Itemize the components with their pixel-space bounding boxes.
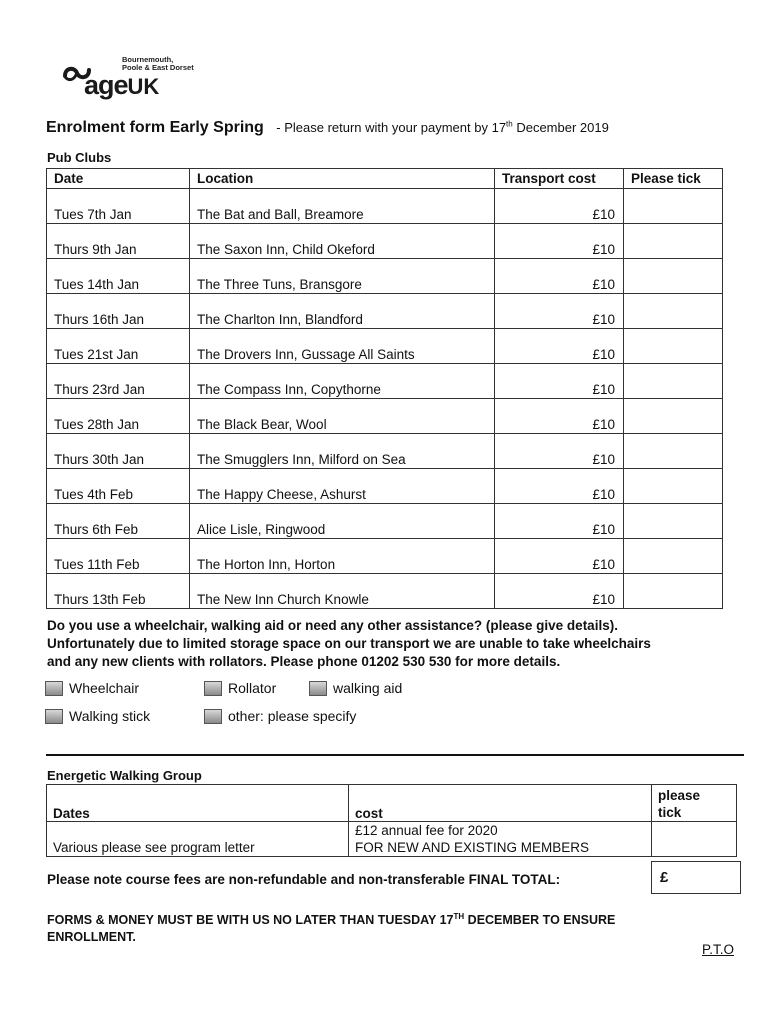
deadline-notice: FORMS & MONEY MUST BE WITH US NO LATER THAN TUESDAY 17TH DECEMBER TO ENSURE ENROLLMENT. bbox=[47, 912, 616, 945]
transport-cost-cell: £10 bbox=[495, 539, 624, 574]
date-cell: Thurs 23rd Jan bbox=[47, 364, 190, 399]
date-cell: Thurs 13th Feb bbox=[47, 574, 190, 609]
date-cell: Tues 4th Feb bbox=[47, 469, 190, 504]
other-label: other: please specify bbox=[228, 708, 357, 724]
rollator-option[interactable] bbox=[204, 680, 276, 696]
column-header-please-tick: Please tick bbox=[624, 169, 723, 189]
date-cell: Thurs 30th Jan bbox=[47, 434, 190, 469]
rollator-checkbox[interactable] bbox=[204, 681, 222, 696]
table-header-row bbox=[47, 169, 723, 189]
column-header-dates: Dates bbox=[47, 785, 349, 822]
wheelchair-label: Wheelchair bbox=[69, 680, 140, 696]
table-row bbox=[47, 259, 723, 294]
tick-cell[interactable] bbox=[624, 329, 723, 364]
tick-cell[interactable] bbox=[624, 224, 723, 259]
tick-cell[interactable] bbox=[624, 189, 723, 224]
date-cell: Tues 21st Jan bbox=[47, 329, 190, 364]
tick-cell[interactable] bbox=[624, 399, 723, 434]
logo-brand: ageUK bbox=[84, 70, 160, 100]
table-row bbox=[47, 399, 723, 434]
table-row bbox=[47, 822, 737, 857]
pub-clubs-heading: Pub Clubs bbox=[47, 150, 112, 165]
walking-group-table bbox=[46, 784, 737, 857]
logo-org-name: Bournemouth, Poole & East Dorset bbox=[122, 55, 194, 72]
column-header-cost: cost bbox=[349, 785, 652, 822]
form-title: Enrolment form Early Spring bbox=[46, 119, 264, 136]
date-cell: Thurs 16th Jan bbox=[47, 294, 190, 329]
table-row bbox=[47, 329, 723, 364]
transport-cost-cell: £10 bbox=[495, 434, 624, 469]
form-subtitle: - Please return with your payment by 17th December 2019 bbox=[276, 119, 609, 135]
location-cell: The Three Tuns, Bransgore bbox=[190, 259, 495, 294]
wheelchair-checkbox[interactable] bbox=[45, 681, 63, 696]
transport-cost-cell: £10 bbox=[495, 399, 624, 434]
transport-cost-cell: £10 bbox=[495, 469, 624, 504]
walking-aid-label: walking aid bbox=[333, 680, 403, 696]
other-checkbox[interactable] bbox=[204, 709, 222, 724]
transport-cost-cell: £10 bbox=[495, 259, 624, 294]
walking-stick-option[interactable] bbox=[45, 708, 150, 724]
table-row bbox=[47, 189, 723, 224]
transport-cost-cell: £10 bbox=[495, 224, 624, 259]
walking-stick-checkbox[interactable] bbox=[45, 709, 63, 724]
date-cell: Tues 28th Jan bbox=[47, 399, 190, 434]
column-header-please-tick: please tick bbox=[652, 785, 737, 822]
walking-dates-cell: Various please see program letter bbox=[47, 822, 349, 857]
final-total-label: Please note course fees are non-refundable and non-transferable FINAL TOTAL: bbox=[47, 872, 561, 887]
tick-cell[interactable] bbox=[624, 259, 723, 294]
transport-cost-cell: £10 bbox=[495, 329, 624, 364]
walking-aid-option[interactable] bbox=[309, 680, 402, 696]
age-uk-logo bbox=[62, 52, 212, 100]
location-cell: Alice Lisle, Ringwood bbox=[190, 504, 495, 539]
tick-cell[interactable] bbox=[624, 294, 723, 329]
please-turn-over: P.T.O bbox=[702, 942, 735, 957]
location-cell: The New Inn Church Knowle bbox=[190, 574, 495, 609]
assistance-question bbox=[47, 617, 747, 671]
transport-cost-cell: £10 bbox=[495, 574, 624, 609]
location-cell: The Black Bear, Wool bbox=[190, 399, 495, 434]
location-cell: The Saxon Inn, Child Okeford bbox=[190, 224, 495, 259]
pub-clubs-table bbox=[46, 168, 723, 609]
transport-cost-cell: £10 bbox=[495, 364, 624, 399]
location-cell: The Drovers Inn, Gussage All Saints bbox=[190, 329, 495, 364]
currency-symbol: £ bbox=[660, 869, 669, 886]
table-row bbox=[47, 504, 723, 539]
table-row bbox=[47, 224, 723, 259]
section-divider bbox=[46, 754, 744, 756]
assistance-line-3: and any new clients with rollators. Please phone 01202 530 530 for more details. bbox=[47, 654, 561, 669]
location-cell: The Charlton Inn, Blandford bbox=[190, 294, 495, 329]
table-header-row bbox=[47, 785, 737, 822]
tick-cell[interactable] bbox=[624, 504, 723, 539]
tick-cell[interactable] bbox=[624, 469, 723, 504]
table-row bbox=[47, 434, 723, 469]
date-cell: Thurs 9th Jan bbox=[47, 224, 190, 259]
date-cell: Tues 11th Feb bbox=[47, 539, 190, 574]
walking-stick-label: Walking stick bbox=[69, 708, 151, 724]
assistance-line-1: Do you use a wheelchair, walking aid or need any other assistance? (please give details). bbox=[47, 618, 618, 633]
location-cell: The Bat and Ball, Breamore bbox=[190, 189, 495, 224]
final-total-field[interactable] bbox=[651, 861, 741, 894]
table-row bbox=[47, 294, 723, 329]
transport-cost-cell: £10 bbox=[495, 294, 624, 329]
column-header-date: Date bbox=[47, 169, 190, 189]
tick-cell[interactable] bbox=[624, 539, 723, 574]
table-row bbox=[47, 539, 723, 574]
transport-cost-cell: £10 bbox=[495, 189, 624, 224]
date-cell: Tues 14th Jan bbox=[47, 259, 190, 294]
location-cell: The Smugglers Inn, Milford on Sea bbox=[190, 434, 495, 469]
tick-cell[interactable] bbox=[624, 574, 723, 609]
table-row bbox=[47, 574, 723, 609]
wheelchair-option[interactable] bbox=[45, 680, 139, 696]
other-option[interactable] bbox=[204, 708, 356, 724]
page-title bbox=[46, 119, 609, 137]
date-cell: Thurs 6th Feb bbox=[47, 504, 190, 539]
table-row bbox=[47, 364, 723, 399]
tick-cell[interactable] bbox=[624, 434, 723, 469]
location-cell: The Horton Inn, Horton bbox=[190, 539, 495, 574]
walking-tick-cell[interactable] bbox=[652, 822, 737, 857]
tick-cell[interactable] bbox=[624, 364, 723, 399]
assistance-line-2: Unfortunately due to limited storage space on our transport we are unable to take wheelchairs bbox=[47, 636, 651, 651]
walking-group-heading: Energetic Walking Group bbox=[47, 768, 202, 783]
table-row bbox=[47, 469, 723, 504]
location-cell: The Compass Inn, Copythorne bbox=[190, 364, 495, 399]
location-cell: The Happy Cheese, Ashurst bbox=[190, 469, 495, 504]
walking-cost-cell: £12 annual fee for 2020 FOR NEW AND EXISTING MEMBERS bbox=[349, 822, 652, 857]
transport-cost-cell: £10 bbox=[495, 504, 624, 539]
column-header-location: Location bbox=[190, 169, 495, 189]
date-cell: Tues 7th Jan bbox=[47, 189, 190, 224]
rollator-label: Rollator bbox=[228, 680, 277, 696]
walking-aid-checkbox[interactable] bbox=[309, 681, 327, 696]
column-header-transport-cost: Transport cost bbox=[495, 169, 624, 189]
